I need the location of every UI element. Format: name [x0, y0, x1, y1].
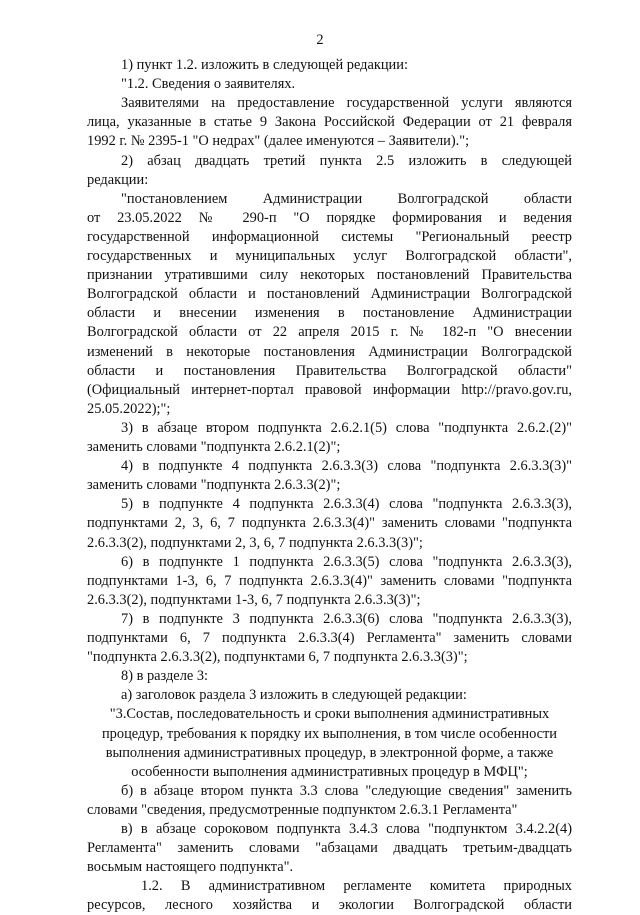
text-line: "подпункта 2.6.3.3(2), подпунктами 6, 7 подпункта 2.6.3.3(3)"; — [87, 649, 468, 666]
text-line: (Официальный интернет-портал правовой информации http://pravo.gov.ru, — [87, 381, 572, 398]
text-line: подпунктами 6, 7 подпункта 2.6.3.3(4) Регламента" заменить словами — [87, 630, 572, 646]
text-line: 1992 г. № 2395-1 "О недрах" (далее именуются – Заявители)."; — [87, 133, 470, 150]
text-line: лица, указанные в статье 9 Закона Российской Федерации от 21 февраля — [87, 114, 572, 131]
text-line: "1.2. Сведения о заявителях. — [121, 76, 296, 93]
text-line: 2.6.3.3(2), подпунктами 2, 3, 6, 7 подпункта 2.6.3.3(3)"; — [87, 534, 423, 551]
text-line: 5) в подпункте 4 подпункта 2.6.3.3(4) слова "подпункта 2.6.3.3(3), — [121, 496, 572, 513]
text-line: восьмым настоящего подпункта". — [87, 859, 294, 876]
text-line: области и внесении изменения в постановление Администрации — [87, 305, 572, 322]
text-line: в) в абзаце сороковом подпункта 3.4.3 слова "подпунктом 3.4.2.2(4) — [121, 821, 572, 837]
text-line: Волгоградской области и постановлений Администрации Волгоградской — [87, 286, 572, 303]
text-line: "3.Состав, последовательность и сроки выполнения административных — [109, 706, 550, 723]
text-line: 7) в подпункте 3 подпункта 2.6.3.3(6) слова "подпункта 2.6.3.3(3), — [121, 610, 572, 627]
text-line: редакции: — [87, 171, 149, 188]
text-line: 2.6.3.3(2), подпунктами 1-3, 6, 7 подпункта 2.6.3.3(3)"; — [87, 591, 421, 608]
text-line: б) в абзаце втором пункта 3.3 слова "следующие сведения" заменить — [121, 782, 572, 799]
text-line: особенности выполнения административных процедур в МФЦ"; — [131, 763, 528, 780]
text-line: от 23.05.2022 № 290-п "О порядке формирования и ведения — [87, 209, 572, 226]
text-line: подпунктами 2, 3, 6, 7 подпункта 2.6.3.3(4)" заменить словами "подпункта — [87, 515, 572, 532]
text-line: 25.05.2022);"; — [87, 400, 171, 417]
text-line: 8) в разделе 3: — [121, 668, 209, 685]
text-line: "постановлением Администрации Волгоградской области — [121, 190, 572, 207]
text-line: изменений в некоторые постановления Администрации Волгоградской — [87, 343, 572, 360]
text-line: 4) в подпункте 4 подпункта 2.6.3.3(3) слова "подпункта 2.6.3.3(3)" — [121, 458, 572, 475]
text-line: 3) в абзаце втором подпункта 2.6.2.1(5) слова "подпункта 2.6.2.(2)" — [121, 419, 572, 436]
text-line: государственных и муниципальных услуг Волгоградской области", — [87, 248, 572, 264]
text-line: Волгоградской области от 22 апреля 2015 г. № 182-п "О внесении — [87, 324, 572, 341]
text-line: а) заголовок раздела 3 изложить в следующей редакции: — [121, 687, 467, 704]
text-line: области и постановления Правительства Волгоградской области" — [87, 362, 572, 379]
text-line: словами "сведения, предусмотренные подпунктом 2.6.3.1 Регламента" — [87, 801, 518, 818]
text-line: Заявителями на предоставление государственной услуги являются — [121, 95, 572, 112]
text-line: 1.2. В административном регламенте комитета природных — [141, 878, 572, 895]
text-line: государственной информационной системы "Региональный реестр — [87, 228, 572, 245]
text-line: ресурсов, лесного хозяйства и экологии Волгоградской области — [87, 897, 572, 914]
text-line: 6) в подпункте 1 подпункта 2.6.3.3(5) слова "подпункта 2.6.3.3(3), — [121, 553, 572, 570]
text-line: процедур, требования к порядку их выполнения, в том числе особенности — [101, 725, 558, 742]
text-line: подпунктами 1-3, 6, 7 подпункта 2.6.3.3(4)" заменить словами "подпункта — [87, 572, 572, 589]
page-number: 2 — [316, 32, 324, 48]
text-line: выполнения административных процедур, в электронной форме, а также — [105, 744, 554, 761]
text-line: заменить словами "подпункта 2.6.3.3(2)"; — [87, 477, 341, 494]
text-line: 2) абзац двадцать третий пункта 2.5 изложить в следующей — [121, 152, 572, 169]
text-line: заменить словами "подпункта 2.6.2.1(2)"; — [87, 439, 341, 455]
text-line: признании утратившими силу некоторых постановлений Правительства — [87, 267, 572, 284]
text-line: 1) пункт 1.2. изложить в следующей редакции: — [121, 57, 408, 73]
text-line: Регламента" заменить словами "абзацами двадцать третьим-двадцать — [87, 840, 572, 857]
